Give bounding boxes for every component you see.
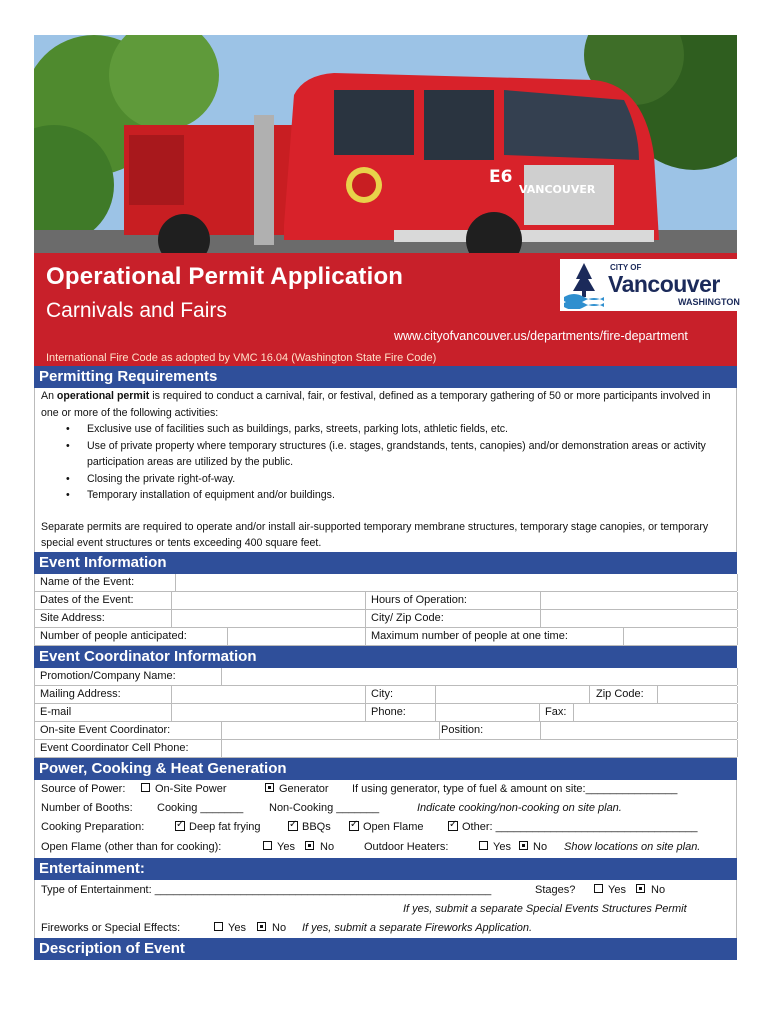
permitting-requirements-text <box>34 388 737 552</box>
list-item: • Closing the private right-of-way. <box>66 471 730 488</box>
cooking-prep-label: Cooking Preparation: <box>41 820 145 833</box>
fireworks-label: Fireworks or Special Effects: <box>41 921 181 934</box>
fireworks-yes-checkbox[interactable] <box>214 922 223 931</box>
open-flame-yes-checkbox[interactable] <box>263 841 272 850</box>
hours-label: Hours of Operation: <box>371 593 467 606</box>
truck-name-text: VANCOUVER <box>519 183 596 196</box>
other-checkbox[interactable] <box>448 821 458 831</box>
fireworks-note: If yes, submit a separate Fireworks Application. <box>302 921 533 934</box>
people-row <box>35 628 736 646</box>
open-flame-no-label: No <box>320 840 335 853</box>
list-item: • Temporary installation of equipment and/or buildings. <box>66 487 730 504</box>
onsite-power-checkbox[interactable] <box>141 783 150 792</box>
stages-yes-label: Yes <box>608 883 626 896</box>
power-cooking-section <box>34 780 737 858</box>
onsite-row <box>35 722 736 740</box>
people-anticipated-label: Number of people anticipated: <box>40 629 187 642</box>
city-field[interactable] <box>435 686 590 703</box>
open-flame-label: Open Flame <box>363 820 424 833</box>
open-flame-question: Open Flame (other than for cooking): <box>41 840 222 853</box>
heaters-yes-label: Yes <box>493 840 511 853</box>
event-name-field[interactable] <box>175 574 738 591</box>
onsite-power-label: On-Site Power <box>155 782 227 795</box>
stages-no-label: No <box>651 883 666 896</box>
entertainment-type-field[interactable]: Type of Entertainment: _______________________________________________________ <box>41 883 492 896</box>
stages-yes-checkbox[interactable] <box>594 884 603 893</box>
hours-field[interactable] <box>540 592 738 609</box>
fireworks-no-label: No <box>272 921 287 934</box>
phone-field[interactable] <box>435 704 540 721</box>
logo-state: WASHINGTON <box>678 297 740 307</box>
source-of-power-line <box>41 780 730 799</box>
indicate-note: Indicate cooking/non-cooking on site plan. <box>417 801 622 814</box>
entertainment-type-line <box>41 880 730 901</box>
heaters-no-checkbox[interactable] <box>519 841 528 850</box>
stages-no-checkbox[interactable] <box>636 884 645 893</box>
site-address-field[interactable] <box>171 610 366 627</box>
operational-permit-term: operational permit <box>56 390 150 402</box>
heaters-no-label: No <box>533 840 548 853</box>
cooking-booths: Cooking _______ <box>157 801 244 814</box>
permitting-intro: An operational permit is required to conduct a carnival, fair, or festival, defined as a temporary gathering of 50 or more participants involved in one or more of the following activities: <box>41 390 711 419</box>
city-logo <box>560 259 740 311</box>
people-anticipated-field[interactable] <box>227 628 366 645</box>
title-banner <box>34 253 740 366</box>
cooking-prep-line <box>41 818 730 837</box>
permitting-requirements-header: Permitting Requirements <box>34 366 737 388</box>
email-row <box>35 704 736 722</box>
booths-line <box>41 799 730 818</box>
stages-note: If yes, submit a separate Special Events Structures Permit <box>403 902 687 915</box>
event-information-header: Event Information <box>34 552 737 574</box>
max-people-field[interactable] <box>623 628 738 645</box>
list-item: • Use of private property where temporary structures (i.e. stages, grandstands, tents, canopies) and/or demonstration areas or activity participation areas are utilized by the public. <box>66 438 730 471</box>
mailing-address-field[interactable] <box>171 686 366 703</box>
mailing-address-label: Mailing Address: <box>40 687 121 700</box>
fireworks-line <box>41 918 730 938</box>
zip-label: Zip Code: <box>596 687 644 700</box>
noncooking-booths: Non-Cooking _______ <box>269 801 380 814</box>
position-field[interactable] <box>540 722 738 739</box>
cell-phone-field[interactable] <box>221 740 738 757</box>
email-label: E-mail <box>40 705 72 718</box>
bbqs-checkbox[interactable] <box>288 821 298 831</box>
company-label: Promotion/Company Name: <box>40 669 176 682</box>
other-label: Other: _________________________________ <box>462 820 698 833</box>
booths-label: Number of Booths: <box>41 801 133 814</box>
source-of-power-label: Source of Power: <box>41 782 126 795</box>
site-address-row <box>35 610 736 628</box>
logo-city-name: Vancouver <box>608 271 720 297</box>
page-subtitle: Carnivals and Fairs <box>46 299 227 322</box>
event-information-grid <box>34 574 737 646</box>
event-coordinator-grid <box>34 668 737 758</box>
department-url: www.cityofvancouver.us/departments/fire-department <box>394 329 688 343</box>
stages-note-line <box>41 901 730 918</box>
fuel-note: If using generator, type of fuel & amount on site:_______________ <box>352 782 678 795</box>
event-name-row <box>35 574 736 592</box>
page-title: Operational Permit Application <box>46 263 404 290</box>
position-label: Position: <box>441 723 484 736</box>
open-flame-yes-label: Yes <box>277 840 295 853</box>
bbqs-label: BBQs <box>302 820 331 833</box>
open-flame-no-checkbox[interactable] <box>305 841 314 850</box>
description-header: Description of Event <box>34 938 737 960</box>
heaters-label: Outdoor Heaters: <box>364 840 449 853</box>
open-flame-line <box>41 837 730 858</box>
truck-number-text: E6 <box>489 167 513 187</box>
generator-checkbox[interactable] <box>265 783 274 792</box>
city-zip-label: City/ Zip Code: <box>371 611 444 624</box>
fax-field[interactable] <box>573 704 738 721</box>
city-label: City: <box>371 687 393 700</box>
entertainment-section <box>34 880 737 938</box>
event-dates-field[interactable] <box>171 592 366 609</box>
fireworks-yes-label: Yes <box>228 921 246 934</box>
event-coordinator-header: Event Coordinator Information <box>34 646 737 668</box>
activity-list <box>41 421 730 504</box>
zip-field[interactable] <box>657 686 738 703</box>
cell-phone-row <box>35 740 736 758</box>
onsite-coordinator-field[interactable] <box>221 722 440 739</box>
logo-city-of: CITY OF <box>610 263 642 272</box>
event-dates-label: Dates of the Event: <box>40 593 134 606</box>
max-people-label: Maximum number of people at one time: <box>371 629 568 642</box>
company-row <box>35 668 736 686</box>
phone-label: Phone: <box>371 705 406 718</box>
event-name-label: Name of the Event: <box>40 575 135 588</box>
entertainment-header: Entertainment: <box>34 858 737 880</box>
event-dates-row <box>35 592 736 610</box>
fire-code-note: International Fire Code as adopted by VMC 16.04 (Washington State Fire Code) <box>46 352 437 364</box>
deep-fat-label: Deep fat frying <box>189 820 261 833</box>
fire-truck-photo <box>34 35 737 253</box>
mailing-row <box>35 686 736 704</box>
show-locations-note: Show locations on site plan. <box>564 840 701 853</box>
company-field[interactable] <box>221 668 738 685</box>
city-zip-field[interactable] <box>540 610 738 627</box>
city-emblem-icon <box>562 261 606 309</box>
permit-form-page <box>34 35 740 960</box>
email-field[interactable] <box>171 704 366 721</box>
separate-permits-note: Separate permits are required to operate and/or install air-supported temporary membrane structures, temporary stage canopies, or temporary special event structures or tents exceeding 400 square feet. <box>41 520 709 549</box>
deep-fat-checkbox[interactable] <box>175 821 185 831</box>
fax-label: Fax: <box>545 705 567 718</box>
site-address-label: Site Address: <box>40 611 105 624</box>
heaters-yes-checkbox[interactable] <box>479 841 488 850</box>
fireworks-no-checkbox[interactable] <box>257 922 266 931</box>
list-item: • Exclusive use of facilities such as buildings, parks, streets, parking lots, athletic fields, etc. <box>66 421 730 438</box>
power-cooking-header: Power, Cooking & Heat Generation <box>34 758 737 780</box>
stages-label: Stages? <box>535 883 576 896</box>
open-flame-checkbox[interactable] <box>349 821 359 831</box>
generator-label: Generator <box>279 782 329 795</box>
onsite-coordinator-label: On-site Event Coordinator: <box>40 723 171 736</box>
cell-phone-label: Event Coordinator Cell Phone: <box>40 741 189 754</box>
